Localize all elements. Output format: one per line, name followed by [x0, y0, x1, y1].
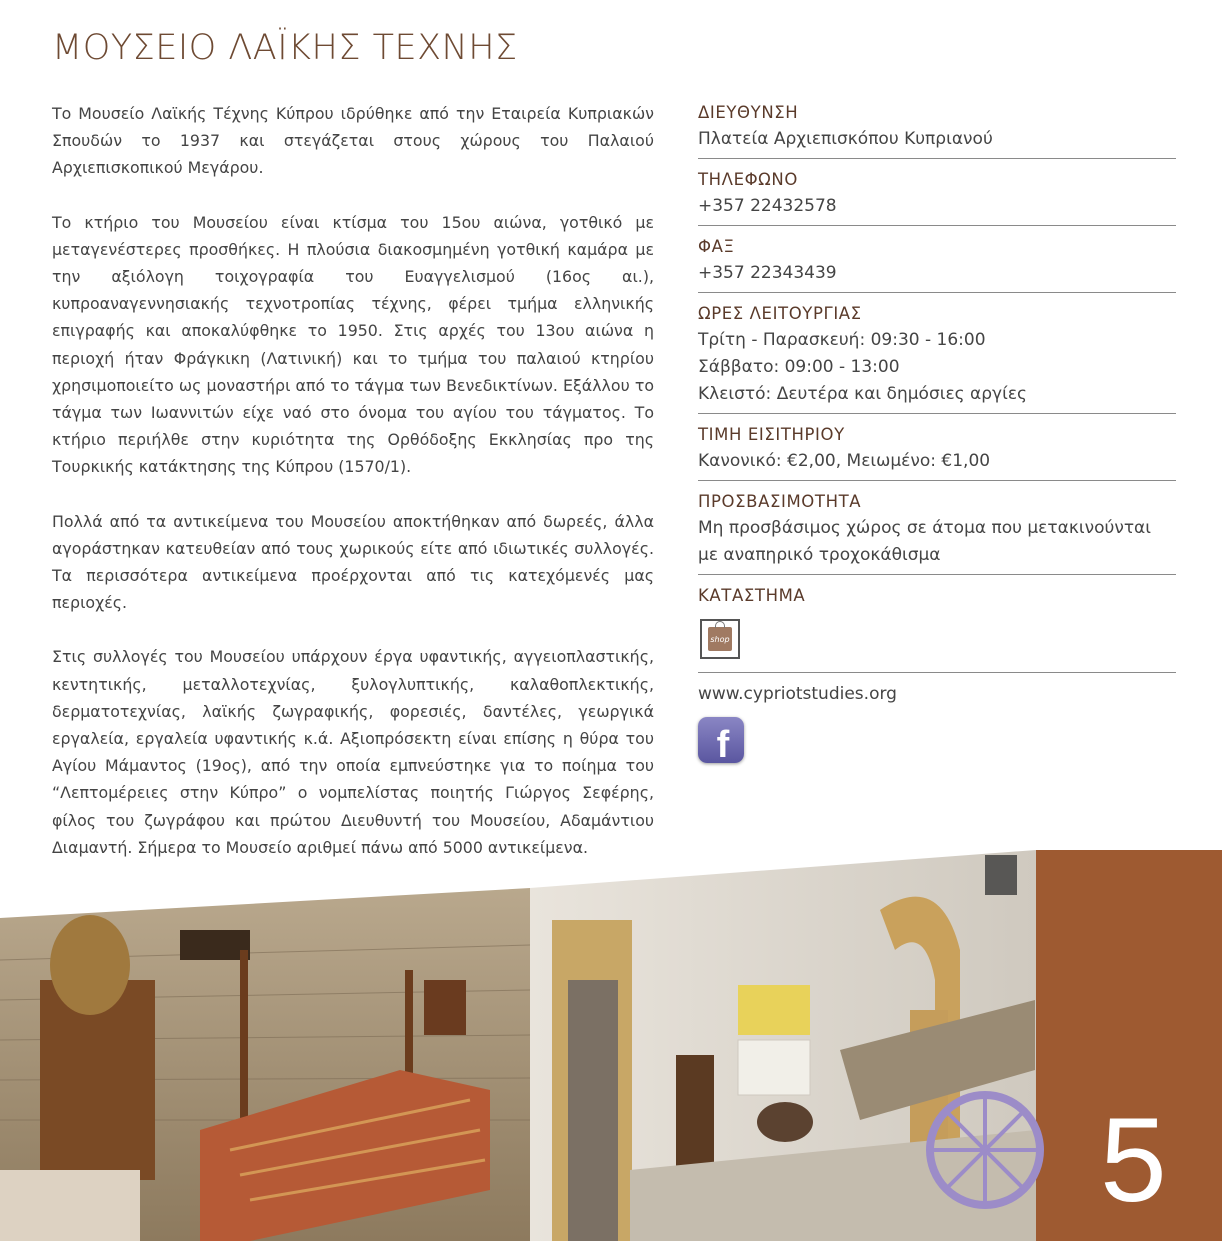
facebook-icon-letter: f — [716, 724, 730, 763]
paragraph-building: Το κτήριο του Μουσείου είναι κτίσμα του 15ου αιώνα, γοτθικό με μεταγενέστερες προσθήκες. Η πλούσια διακοσμημένη γοτθική καμάρα με την αξιόλογη τοιχογραφία του Ευαγγελισμού (16ος αι.), κυπροαναγεννησιακής τεχνοτροπίας τέχνης, φέρει τμήμα ελληνικής επιγραφής και αποκαλύφθηκε το 1950. Στις αρχές του 13ου αιώνα η περιοχή ήταν Φράγκικη (Λατινική) και το τμήμα του παλαιού κτηρίου χρησιμοποιείτο ως μοναστήρι από το τάγμα των Βενεδικτίνων. Εξάλλου το τάγμα των Ιωαννιτών είχε ναό στο όνομα του αγίου του τάγματος. Το κτήριο περιήλθε στην κυριότητα της Ορθόδοξης Εκκλησίας προ της Τουρκικής κατάκτησης της Κύπρου (1570/1). — [52, 212, 654, 477]
ticket-value: Κανονικό: €2,00, Μειωμένο: €1,00 — [698, 451, 991, 471]
shop-label: ΚΑΤΑΣΤΗΜΑ — [698, 586, 806, 605]
address-value: Πλατεία Αρχιεπισκόπου Κυπριανού — [698, 129, 993, 149]
website-link[interactable]: www.cypriotstudies.org — [698, 684, 897, 704]
page-title: ΜΟΥΣΕΙΟ ΛΑΪΚΗΣ ΤΕΧΝΗΣ — [52, 28, 518, 68]
hours-saturday: Σάββατο: 09:00 - 13:00 — [698, 357, 900, 377]
facebook-icon[interactable] — [698, 717, 744, 763]
phone-value: +357 22432578 — [698, 196, 837, 216]
museum-description — [52, 100, 654, 888]
hours-label: ΩΡΕΣ ΛΕΙΤΟΥΡΓΙΑΣ — [698, 304, 862, 323]
phone-label: ΤΗΛΕΦΩΝΟ — [698, 170, 798, 189]
paragraph-collections: Στις συλλογές του Μουσείου υπάρχουν έργα υφαντικής, αγγειοπλαστικής, κεντητικής, μεταλλοτεχνίας, ξυλογλυπτικής, καλαθοπλεκτικής, δερματοτεχνίας, λαϊκής ζωγραφικής, φορεσιές, δαντέλες, γεωργικά εργαλεία, εργαλεία υφαντικής κ.ά. Αξιοπρόσεκτη είναι επίσης η θύρα του Αγίου Μάμαντος (19ος), από την οποία εμπνεύστηκε για το ποίημα του “Λεπτομέρειες στην Κύπρο” ο νομπελίστας ποιητής Γιώργος Σεφέρης, φίλος του ζωγράφου και πρώτου Διευθυντή του Μουσείου, Αδαμάντιου Διαμαντή. Σήμερα το Μουσείο αριθμεί πάνω από 5000 αντικείμενα. — [52, 647, 654, 857]
shop-block — [698, 575, 1176, 673]
bedroom-photo — [0, 888, 530, 1241]
page-number: 5 — [1100, 1093, 1167, 1227]
shop-bag-icon — [700, 619, 740, 659]
info-panel — [698, 98, 1176, 763]
accessibility-line-2: με αναπηρικό τροχοκάθισμα — [698, 545, 941, 565]
hours-closed: Κλειστό: Δευτέρα και δημόσιες αργίες — [698, 384, 1028, 404]
fax-label: ΦΑΞ — [698, 237, 735, 256]
ticket-label: ΤΙΜΗ ΕΙΣΙΤΗΡΙΟΥ — [698, 425, 845, 444]
address-block — [698, 98, 1176, 159]
shop-icon-text: shop — [708, 627, 732, 651]
paragraph-acquisitions: Πολλά από τα αντικείμενα του Μουσείου αποκτήθηκαν από δωρεές, άλλα αγοράστηκαν κατευθείαν από τους χωρικούς είτε από ιδιωτικές συλλογές. Τα περισσότερα αντικείμενα προέρχονται από τις κατεχόμενές μας περιοχές. — [52, 511, 654, 613]
accessibility-label: ΠΡΟΣΒΑΣΙΜΟΤΗΤΑ — [698, 492, 862, 511]
hours-weekdays: Τρίτη - Παρασκευή: 09:30 - 16:00 — [698, 330, 986, 350]
courtyard-photo — [530, 850, 1040, 1241]
museum-photos — [0, 830, 1222, 1241]
phone-block — [698, 159, 1176, 226]
accessibility-block — [698, 481, 1176, 575]
paragraph-history: Το Μουσείο Λαϊκής Τέχνης Κύπρου ιδρύθηκε από την Εταιρεία Κυπριακών Σπουδών το 1937 και στεγάζεται στους χώρους του Παλαιού Αρχιεπισκοπικού Μεγάρου. — [52, 104, 654, 178]
fax-block — [698, 226, 1176, 293]
accessibility-line-1: Μη προσβάσιμος χώρος σε άτομα που μετακινούνται — [698, 518, 1152, 538]
ticket-block — [698, 414, 1176, 481]
fax-value: +357 22343439 — [698, 263, 837, 283]
hours-block — [698, 293, 1176, 414]
address-label: ΔΙΕΥΘΥΝΣΗ — [698, 103, 799, 122]
